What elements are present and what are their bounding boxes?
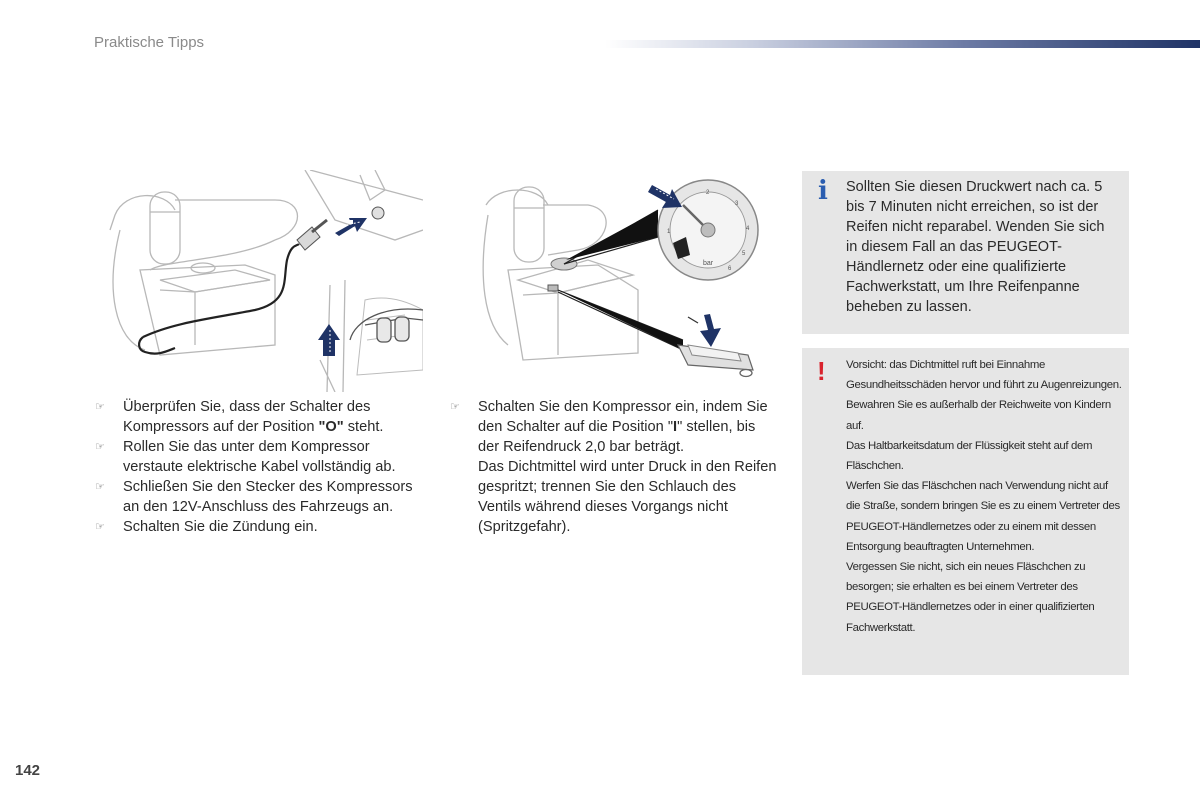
pointing-hand-icon: ☞ [95,481,105,493]
gauge-tick-4: 4 [746,226,750,232]
list-item-text: Schalten Sie die Zündung ein. [123,519,318,535]
list-item [95,397,425,437]
section-title: Praktische Tipps [94,34,205,51]
pointing-hand-icon: ☞ [95,441,105,453]
list-item-text: Überprüfen Sie, dass der Schalter des Kompressors auf der Position [123,399,371,435]
instructions-left-column [95,397,425,537]
info-icon: i [818,176,828,206]
list-item-text: Rollen Sie das unter dem Kompressor verstaute elektrische Kabel vollständig ab. [123,439,396,475]
pointing-hand-icon: ☞ [450,401,460,413]
warning-paragraph: Werfen Sie das Fläschchen nach Verwendung nicht auf die Straße, sondern bringen Sie es zu einem Vertreter des PEUGEOT-Händlernetzes oder zu einem mit dessen Entsorgung beauftragten Unternehmen. [846,480,1120,553]
warning-paragraph: Bewahren Sie es außerhalb der Reichweite von Kindern auf. [846,399,1111,432]
list-item-text: " stellen, bis der Reifendruck 2,0 bar beträgt. [478,419,756,455]
list-item [95,517,425,537]
list-item-text: steht. [343,419,384,435]
page-number: 142 [15,762,41,779]
gauge-tick-6: 6 [728,266,732,272]
gauge-tick-3: 3 [735,201,739,207]
compressor-gauge-illustration [478,175,778,380]
list-item-text: Schalten Sie den Kompressor ein, indem Sie den Schalter auf die Position " [478,399,768,435]
gauge-tick-2: 2 [706,190,710,196]
gauge-unit-label: bar [703,260,714,267]
paragraph-text: Das Dichtmittel wird unter Druck in den Reifen gespritzt; trennen Sie den Schlauch des Ventils während dieses Vorgangs nicht (Spritzgefahr). [478,459,777,535]
list-item-text: Schließen Sie den Stecker des Kompressors an den 12V-Anschluss des Fahrzeugs an. [123,479,413,515]
paragraph [450,457,780,537]
instructions-middle-column [450,397,780,537]
list-item [95,437,425,477]
warning-paragraph: Vergessen Sie nicht, sich ein neues Fläschchen zu besorgen; sie erhalten es bei einem Vertreter des PEUGEOT-Händlernetzes oder in einer qualifizierten Fachwerkstatt. [846,561,1095,634]
warning-paragraph: Das Haltbarkeitsdatum der Flüssigkeit steht auf dem Fläschchen. [846,439,1093,473]
info-text: Sollten Sie diesen Druckwert nach ca. 5 bis 7 Minuten nicht erreichen, so ist der Reifen nicht reparabel. Wenden Sie sich in diesem Fall an das PEUGEOT-Händlernetz oder eine qualifizierte Fachwerkstatt, um Ihre Reifenpanne beheben zu lassen. [846,179,1105,315]
gauge-tick-5: 5 [742,251,746,257]
info-box [802,171,1129,334]
position-i-label: I [673,419,678,435]
compressor-connection-illustration [105,170,423,392]
warning-text [846,355,1124,638]
warning-box [802,348,1129,675]
gauge-tick-1: 1 [667,229,671,235]
header-gradient-bar [605,40,1200,48]
list-item [95,477,425,517]
pointing-hand-icon: ☞ [95,401,105,413]
warning-paragraph: Vorsicht: das Dichtmittel ruft bei Einnahme Gesundheitsschäden hervor und führt zu Augenreizungen. [846,359,1122,392]
pointing-hand-icon: ☞ [95,521,105,533]
list-item [450,397,780,457]
position-o-label: "O" [318,419,344,435]
warning-icon: ! [817,356,826,386]
